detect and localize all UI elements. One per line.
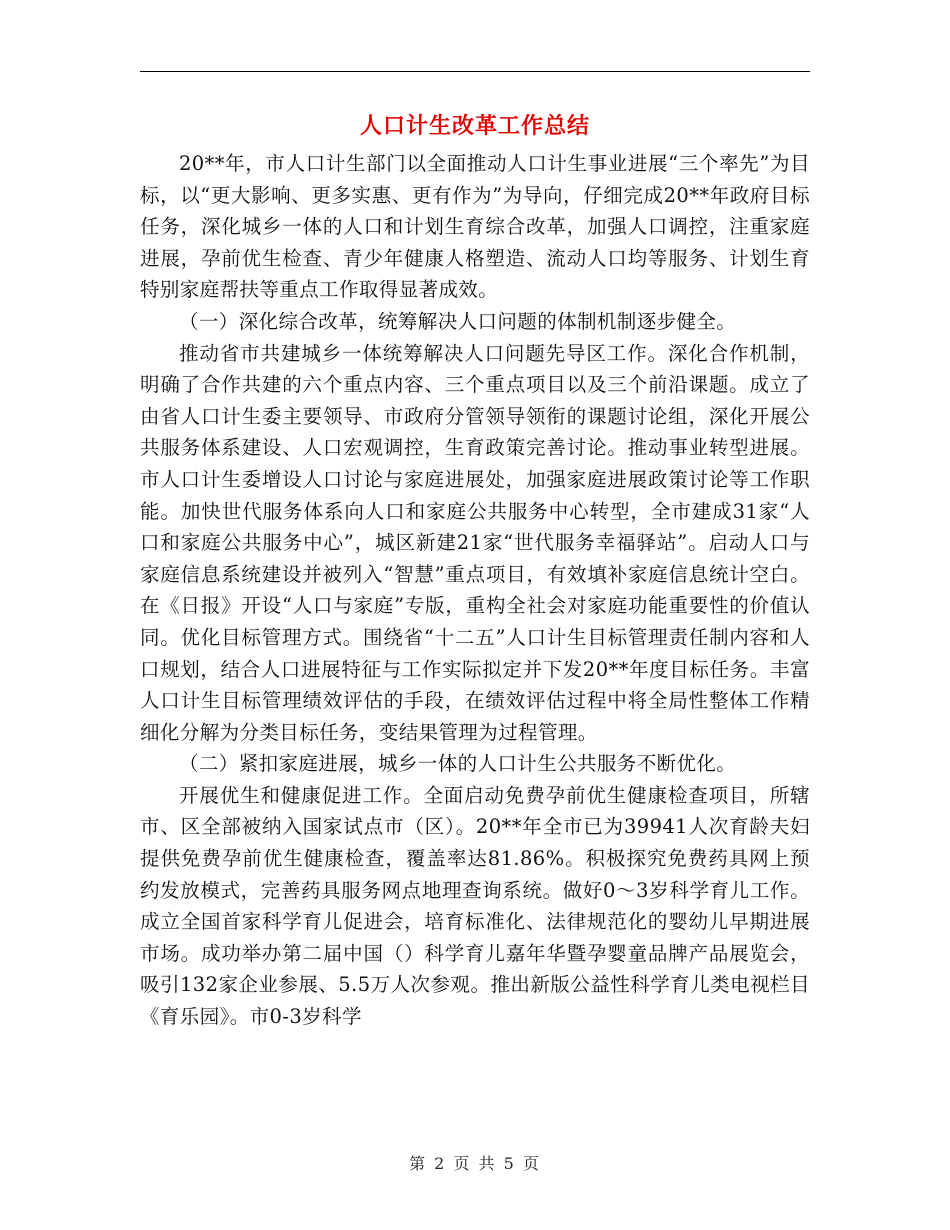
section-heading-1: （一）深化综合改革，统筹解决人口问题的体制机制逐步健全。 <box>179 309 737 333</box>
section-heading-2: （二）紧扣家庭进展，城乡一体的人口计生公共服务不断优化。 <box>179 752 737 776</box>
header-rule <box>140 71 810 72</box>
page-number-footer: 第 2 页 共 5 页 <box>409 1154 541 1173</box>
paragraph-section-2: 开展优生和健康促进工作。全面启动免费孕前优生健康检查项目，所辖市、区全部被纳入国家试点市（区）。20**年全市已为39941人次育龄夫妇提供免费孕前优生健康检查，覆盖率达81.86%。积极探究免费药具网上预约发放模式，完善药具服务网点地理查询系统。做好0～3岁科学育儿工作。成立全国首家科学育儿促进会，培育标准化、法律规范化的婴幼儿早期进展市场。成功举办第二届中国（）科学育儿嘉年华暨孕婴童品牌产品展览会，吸引132家企业参展、5.5万人次参观。推出新版公益性科学育儿类电视栏目《育乐园》。市0-3岁科学 <box>140 783 810 1029</box>
document-body <box>140 148 810 1033</box>
paragraph-intro: 20**年，市人口计生部门以全面推动人口计生事业进展“三个率先”为目标，以“更大影响、更多实惠、更有作为”为导向，仔细完成20**年政府目标任务，深化城乡一体的人口和计划生育综合改革，加强人口调控，注重家庭进展，孕前优生检查、青少年健康人格塑造、流动人口均等服务、计划生育特别家庭帮扶等重点工作取得显著成效。 <box>140 152 810 302</box>
paragraph-section-1: 推动省市共建城乡一体统筹解决人口问题先导区工作。深化合作机制，明确了合作共建的六个重点内容、三个重点项目以及三个前沿课题。成立了由省人口计生委主要领导、市政府分管领导领衔的课题讨论组，深化开展公共服务体系建设、人口宏观调控，生育政策完善讨论。推动事业转型进展。市人口计生委增设人口讨论与家庭进展处，加强家庭进展政策讨论等工作职能。加快世代服务体系向人口和家庭公共服务中心转型，全市建成31家“人口和家庭公共服务中心”，城区新建21家“世代服务幸福驿站”。启动人口与家庭信息系统建设并被列入“智慧”重点项目，有效填补家庭信息统计空白。在《日报》开设“人口与家庭”专版，重构全社会对家庭功能重要性的价值认同。优化目标管理方式。围绕省“十二五”人口计生目标管理责任制内容和人口规划，结合人口进展特征与工作实际拟定并下发20**年度目标任务。丰富人口计生目标管理绩效评估的手段，在绩效评估过程中将全局性整体工作精细化分解为分类目标任务，变结果管理为过程管理。 <box>140 341 810 744</box>
document-title: 人口计生改革工作总结 <box>359 113 590 139</box>
